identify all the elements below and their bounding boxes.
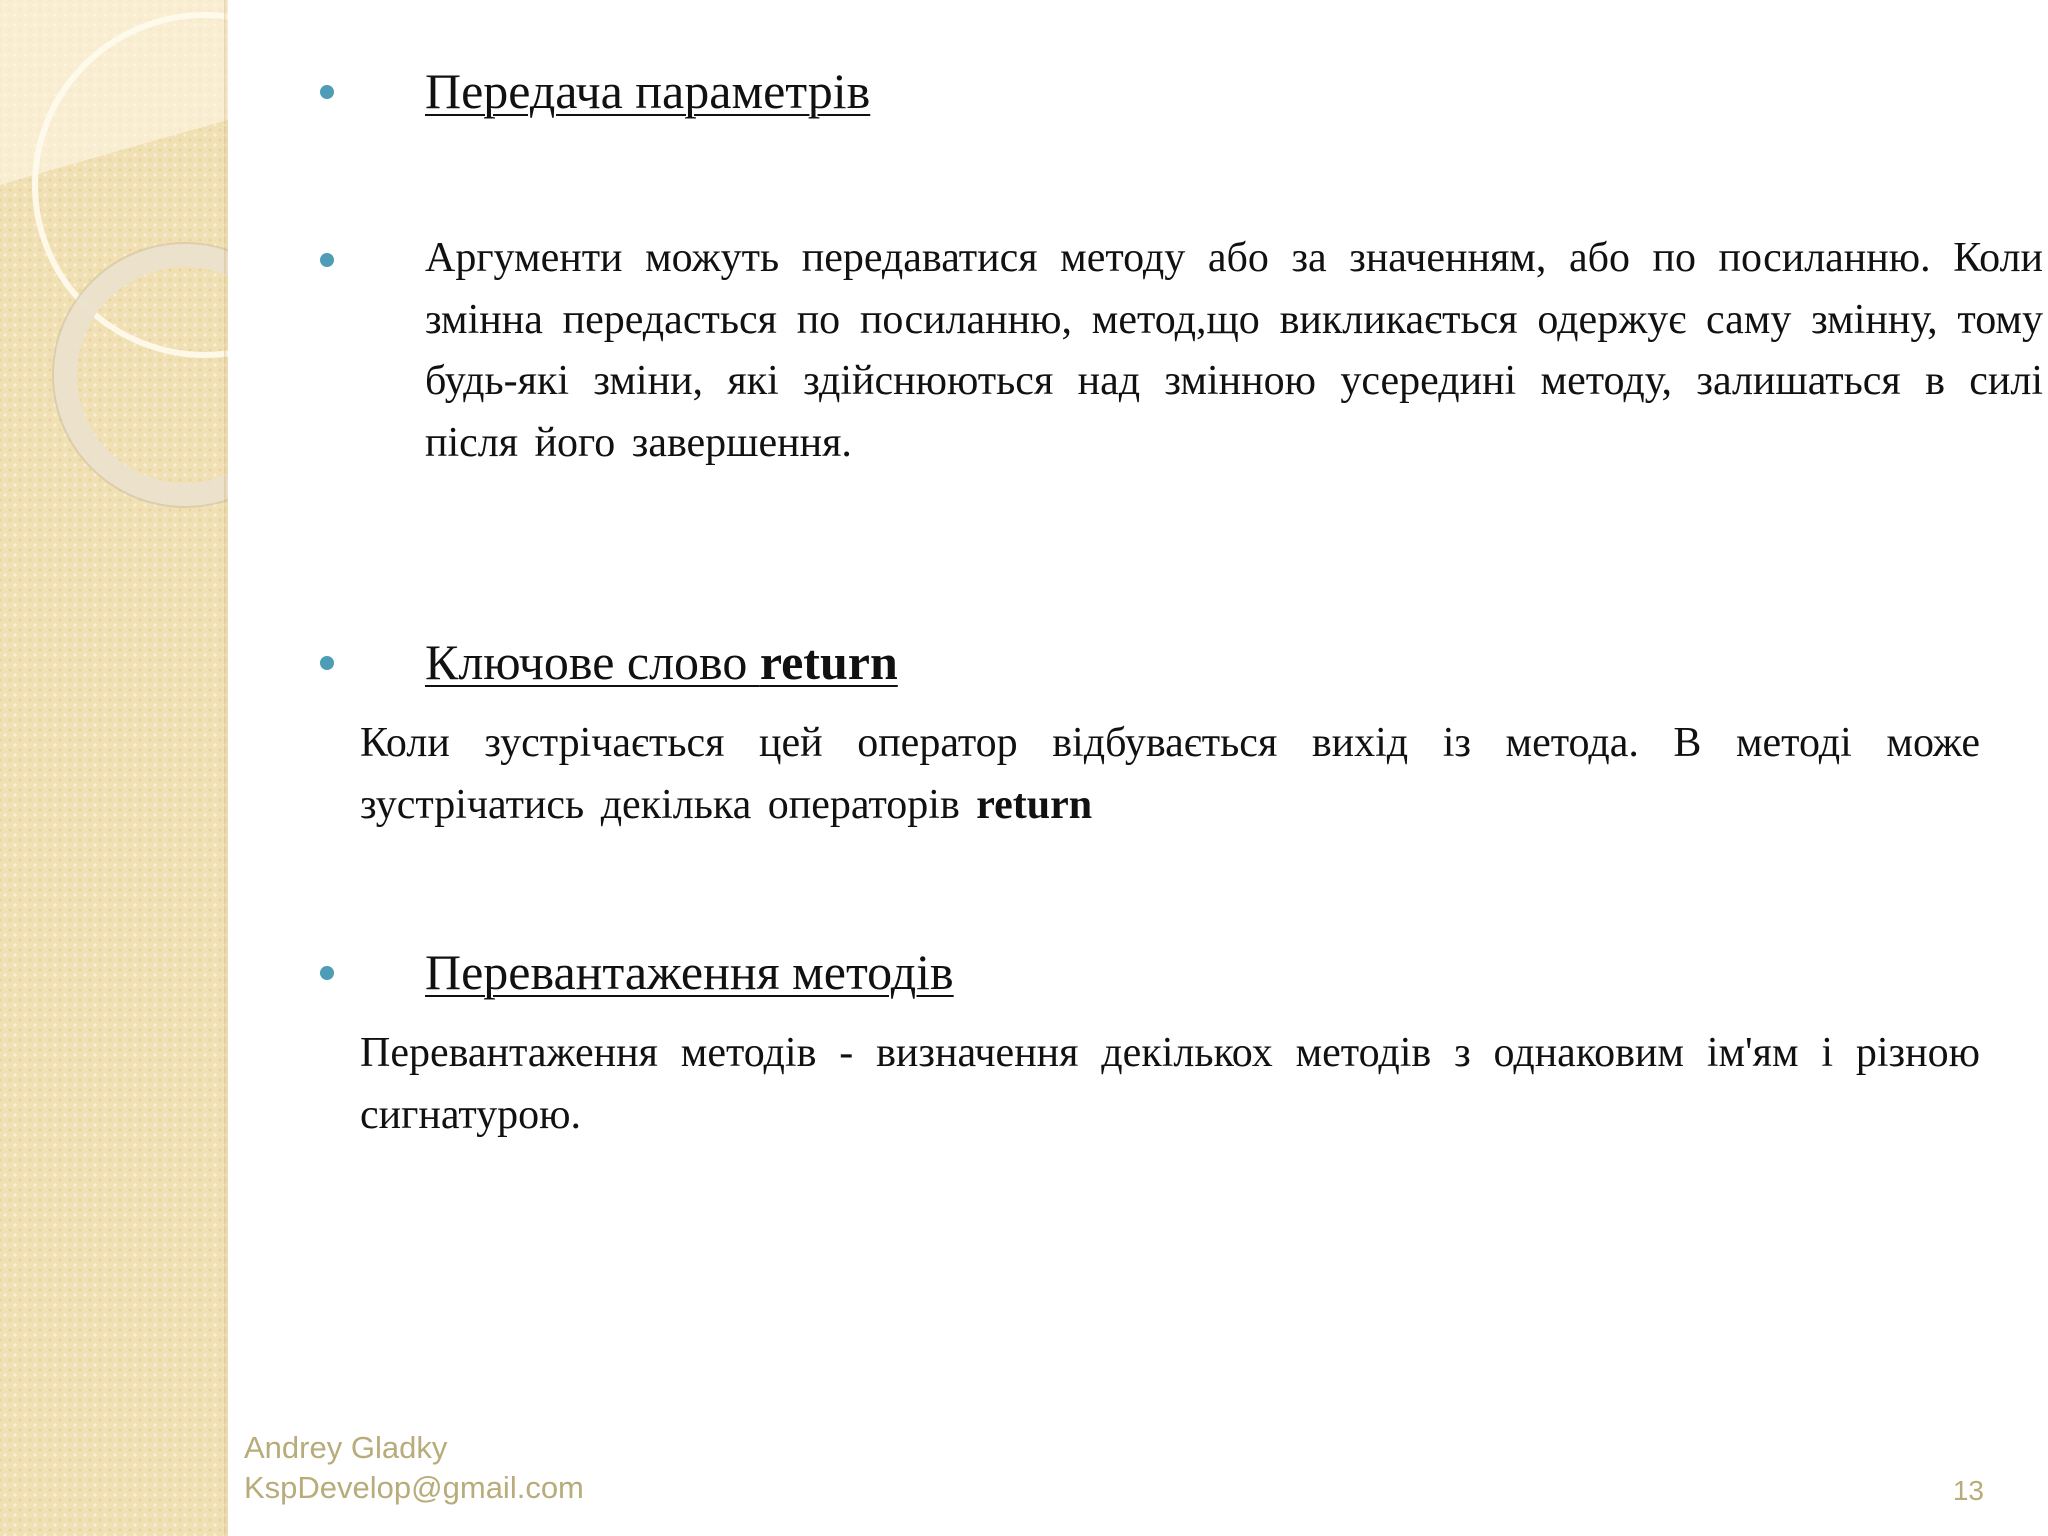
bullet-dot bbox=[320, 656, 334, 670]
bullet-dot bbox=[320, 966, 334, 980]
heading-method-overloading: Перевантаження методів bbox=[425, 944, 954, 1000]
heading-return-keyword bbox=[425, 631, 898, 693]
paragraph-overloading: Перевантаження методів - визначення декількох методів з однаковим ім'ям і різною сигнатурою. bbox=[360, 1030, 1980, 1138]
thick-ring-shadow bbox=[53, 243, 228, 507]
bullet-dot bbox=[320, 253, 334, 267]
paragraph-return-keyword: return bbox=[976, 781, 1093, 828]
footer-author bbox=[244, 1428, 584, 1508]
decorative-side-band bbox=[0, 0, 228, 1536]
page-number: 13 bbox=[1952, 1475, 1984, 1506]
paragraph-return bbox=[360, 713, 1980, 836]
paragraph-arguments: Аргументи можуть передаватися методу або за значенням, або по посиланню. Коли змінна передасться по посиланню, метод,що викликається одержує саму змінну, тому будь-які зміни, які здійснюються над змінною усередині методу, залишаться в силі після його завершення. bbox=[425, 235, 2043, 466]
corner-panel bbox=[0, 0, 228, 185]
heading-return-prefix: Ключове слово bbox=[425, 634, 760, 690]
thick-ring bbox=[65, 255, 228, 495]
bullet-dot bbox=[320, 85, 334, 99]
decorative-rings bbox=[0, 0, 228, 1536]
paragraph-return-text: Коли зустрічається цей оператор відбувається вихід із метода. В методі може зустрічатись декілька операторів bbox=[360, 720, 1980, 828]
heading-return-keyword-bold: return bbox=[759, 634, 898, 690]
author-name: Andrey Gladky bbox=[244, 1430, 448, 1465]
author-email: KspDevelop@gmail.com bbox=[244, 1470, 584, 1505]
heading-parameter-passing: Передача параметрів bbox=[425, 63, 871, 119]
